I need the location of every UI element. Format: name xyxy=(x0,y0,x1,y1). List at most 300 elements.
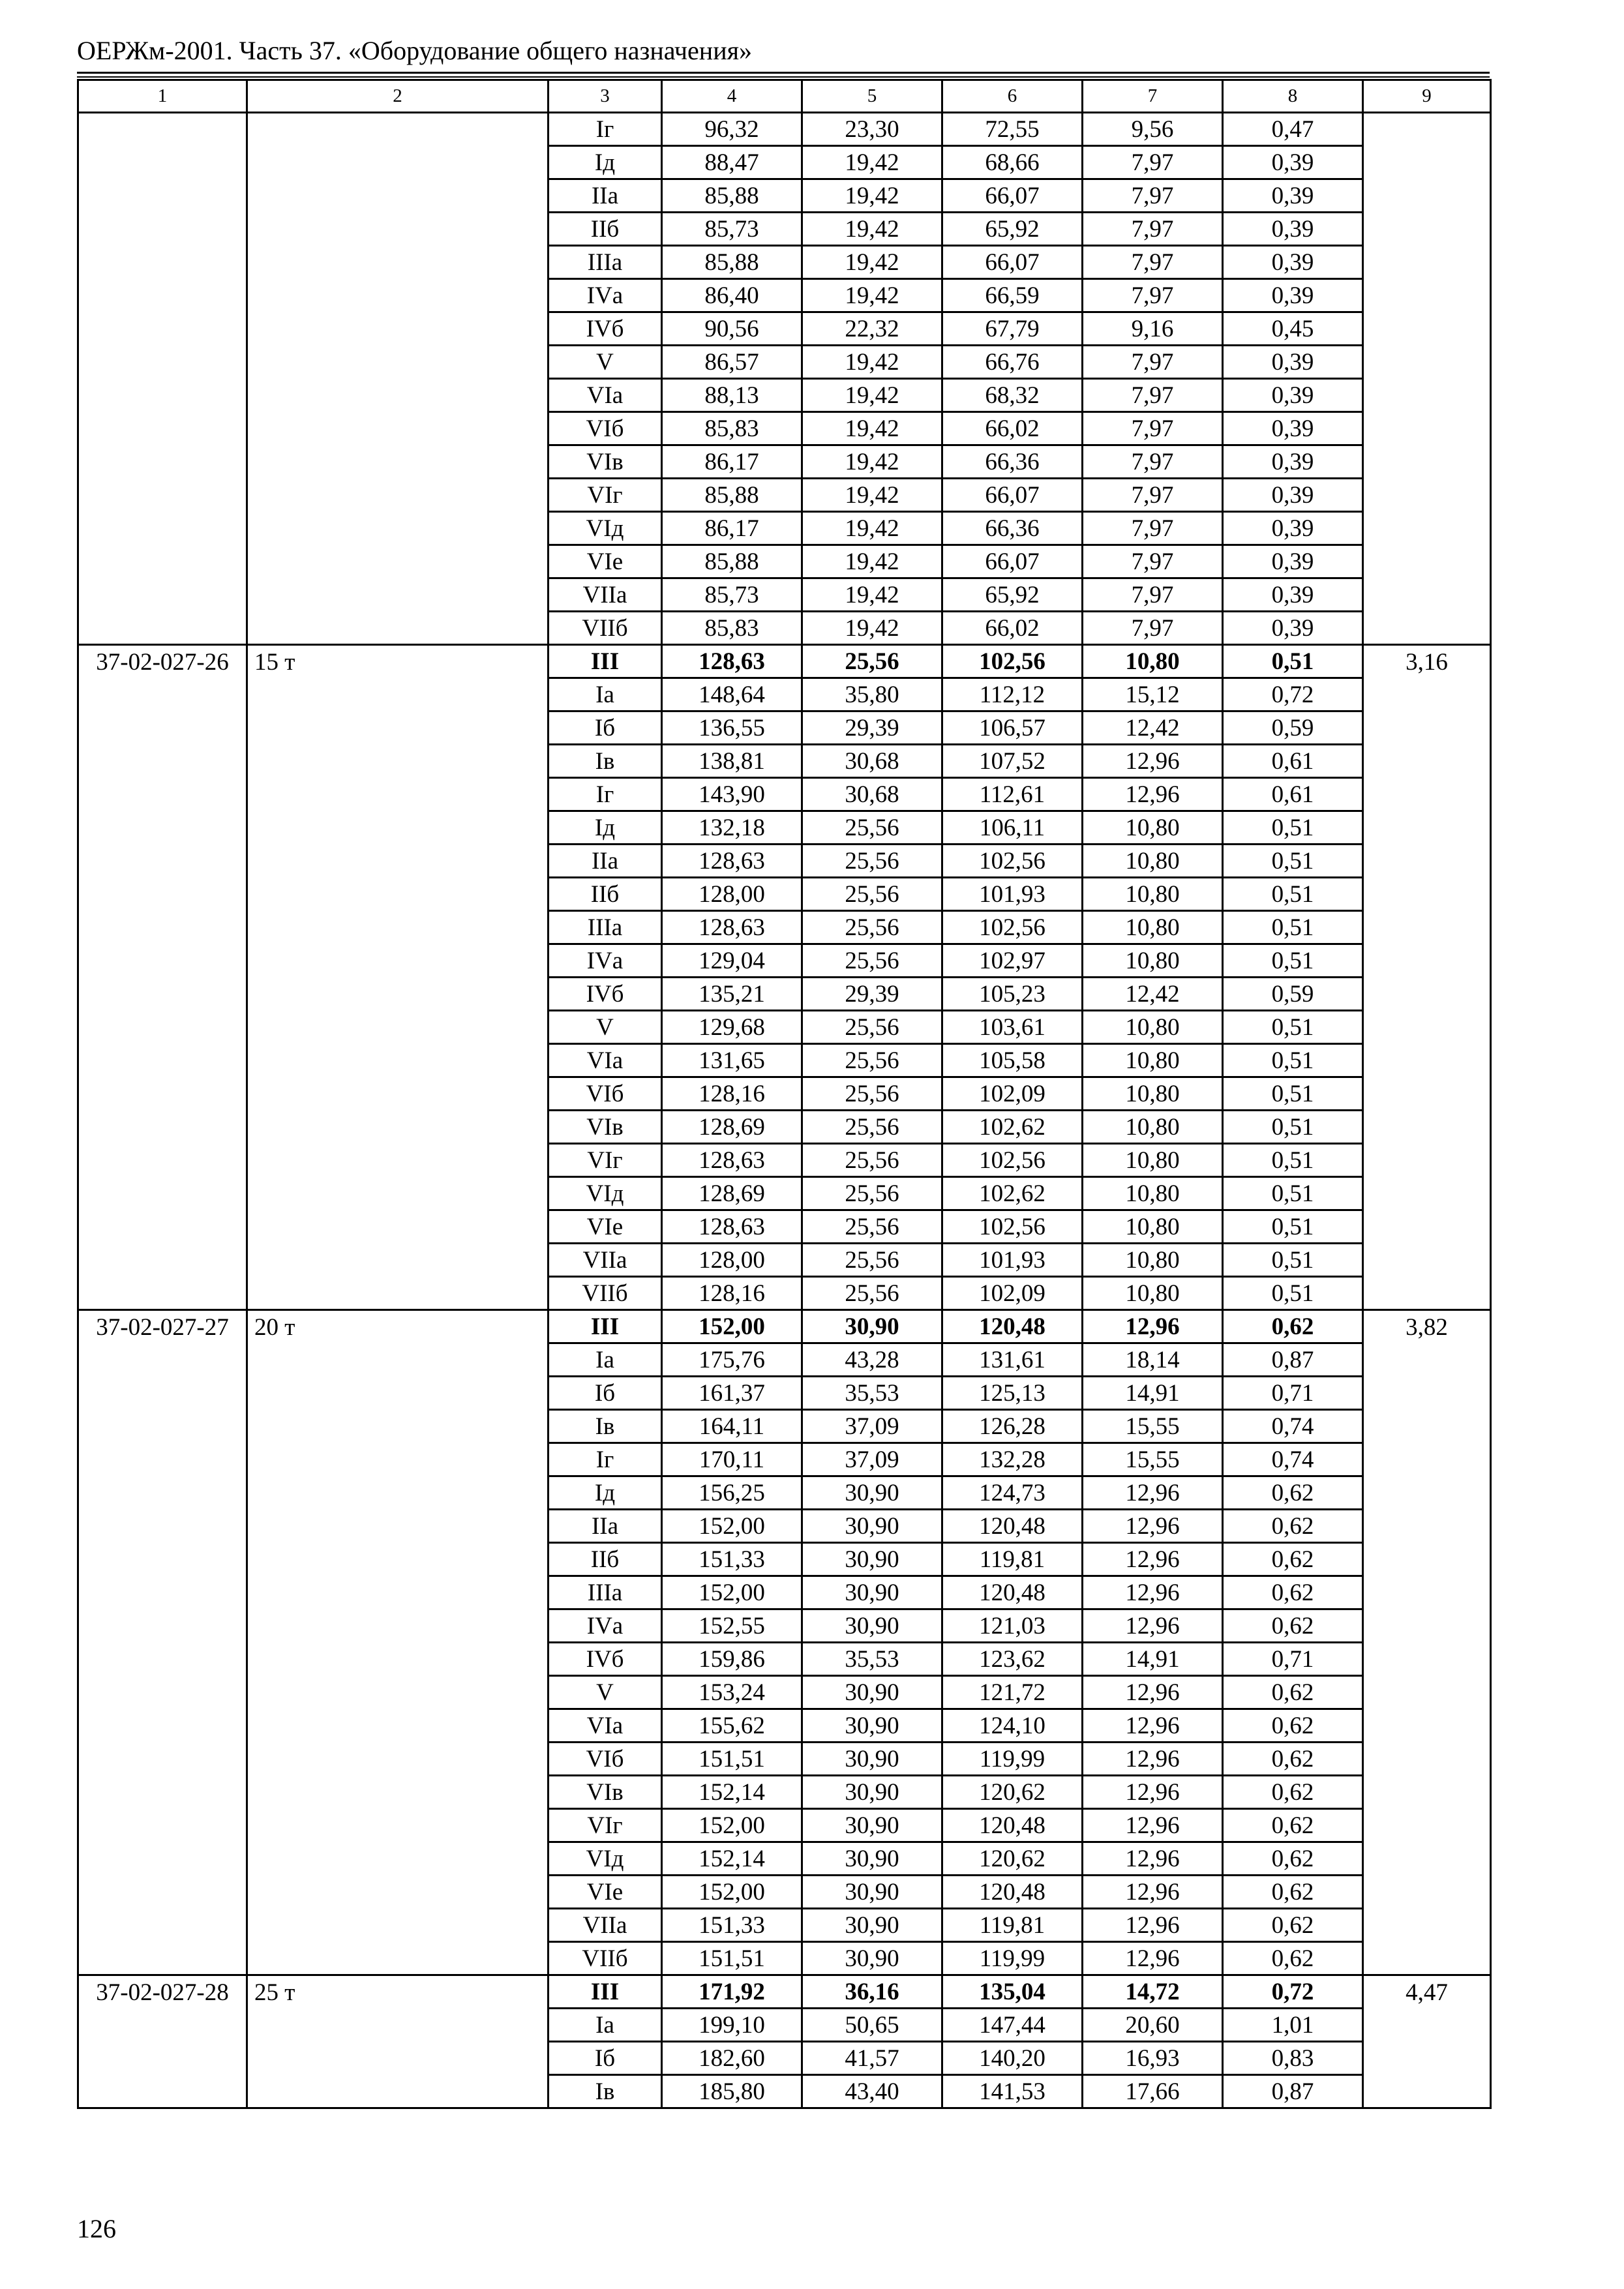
materials-cell: 0,71 xyxy=(1223,1377,1363,1410)
driver-wages-cell: 18,14 xyxy=(1083,1343,1223,1377)
wages-cell: 25,56 xyxy=(802,1011,942,1044)
machine-cost-cell: 103,61 xyxy=(942,1011,1083,1044)
zone-cell: IVа xyxy=(549,944,662,978)
zone-cell: Iа xyxy=(549,2009,662,2042)
machine-cost-cell: 132,28 xyxy=(942,1443,1083,1476)
wages-cell: 19,42 xyxy=(802,612,942,645)
total-cost-cell: 151,33 xyxy=(662,1543,802,1576)
materials-cell: 0,51 xyxy=(1223,845,1363,878)
total-cost-cell: 155,62 xyxy=(662,1709,802,1743)
total-cost-cell: 85,88 xyxy=(662,545,802,578)
page-number: 126 xyxy=(77,2214,116,2243)
total-cost-cell: 129,68 xyxy=(662,1011,802,1044)
driver-wages-cell: 7,97 xyxy=(1083,512,1223,545)
zone-cell: VIа xyxy=(549,1709,662,1743)
wages-cell: 25,56 xyxy=(802,911,942,944)
machine-cost-cell: 102,09 xyxy=(942,1277,1083,1310)
materials-cell: 0,51 xyxy=(1223,1277,1363,1310)
wages-cell: 25,56 xyxy=(802,1044,942,1077)
materials-cell: 0,62 xyxy=(1223,1709,1363,1743)
total-cost-cell: 175,76 xyxy=(662,1343,802,1377)
machine-cost-cell: 106,11 xyxy=(942,811,1083,845)
driver-wages-cell: 12,96 xyxy=(1083,778,1223,811)
machine-cost-cell: 120,48 xyxy=(942,1809,1083,1842)
wages-cell: 19,42 xyxy=(802,246,942,279)
total-cost-cell: 156,25 xyxy=(662,1476,802,1510)
zone-cell: V xyxy=(549,1676,662,1709)
machine-cost-cell: 125,13 xyxy=(942,1377,1083,1410)
machine-cost-cell: 102,62 xyxy=(942,1177,1083,1210)
driver-wages-cell: 10,80 xyxy=(1083,911,1223,944)
column-number: 4 xyxy=(662,80,802,113)
machine-cost-cell: 120,48 xyxy=(942,1510,1083,1543)
wages-cell: 50,65 xyxy=(802,2009,942,2042)
driver-wages-cell: 10,80 xyxy=(1083,1111,1223,1144)
total-cost-cell: 151,33 xyxy=(662,1909,802,1942)
machine-cost-cell: 101,93 xyxy=(942,1244,1083,1277)
driver-wages-cell: 7,97 xyxy=(1083,379,1223,412)
zone-cell: VIд xyxy=(549,512,662,545)
driver-wages-cell: 10,80 xyxy=(1083,944,1223,978)
materials-cell: 0,39 xyxy=(1223,612,1363,645)
machine-cost-cell: 141,53 xyxy=(942,2075,1083,2108)
materials-cell: 0,72 xyxy=(1223,1975,1363,2009)
driver-wages-cell: 15,12 xyxy=(1083,678,1223,711)
wages-cell: 30,90 xyxy=(802,1942,942,1975)
total-cost-cell: 199,10 xyxy=(662,2009,802,2042)
machine-cost-cell: 119,81 xyxy=(942,1543,1083,1576)
zone-cell: VIIб xyxy=(549,1277,662,1310)
total-cost-cell: 171,92 xyxy=(662,1975,802,2009)
machine-cost-cell: 102,97 xyxy=(942,944,1083,978)
wages-cell: 23,30 xyxy=(802,113,942,146)
materials-cell: 1,01 xyxy=(1223,2009,1363,2042)
rate-code-cell xyxy=(78,113,247,645)
total-cost-cell: 129,04 xyxy=(662,944,802,978)
materials-cell: 0,87 xyxy=(1223,1343,1363,1377)
zone-cell: Iд xyxy=(549,146,662,179)
driver-wages-cell: 14,72 xyxy=(1083,1975,1223,2009)
capacity-cell: 25 т xyxy=(247,1975,549,2108)
zone-cell: Iг xyxy=(549,1443,662,1476)
machine-cost-cell: 68,32 xyxy=(942,379,1083,412)
machine-cost-cell: 102,56 xyxy=(942,845,1083,878)
machine-cost-cell: 124,73 xyxy=(942,1476,1083,1510)
zone-cell: Iб xyxy=(549,2042,662,2075)
column-number: 3 xyxy=(549,80,662,113)
labor-cell: 3,16 xyxy=(1363,645,1491,1310)
total-cost-cell: 152,00 xyxy=(662,1876,802,1909)
wages-cell: 30,90 xyxy=(802,1543,942,1576)
total-cost-cell: 185,80 xyxy=(662,2075,802,2108)
zone-cell: IIа xyxy=(549,179,662,213)
machine-cost-cell: 102,56 xyxy=(942,911,1083,944)
machine-cost-cell: 102,56 xyxy=(942,1144,1083,1177)
column-number: 6 xyxy=(942,80,1083,113)
table-row xyxy=(78,1975,1491,2009)
materials-cell: 0,47 xyxy=(1223,113,1363,146)
zone-cell: V xyxy=(549,1011,662,1044)
total-cost-cell: 88,13 xyxy=(662,379,802,412)
wages-cell: 30,90 xyxy=(802,1576,942,1609)
driver-wages-cell: 10,80 xyxy=(1083,845,1223,878)
total-cost-cell: 159,86 xyxy=(662,1643,802,1676)
total-cost-cell: 138,81 xyxy=(662,745,802,778)
driver-wages-cell: 10,80 xyxy=(1083,1277,1223,1310)
wages-cell: 19,42 xyxy=(802,279,942,312)
total-cost-cell: 152,14 xyxy=(662,1842,802,1876)
materials-cell: 0,51 xyxy=(1223,1244,1363,1277)
total-cost-cell: 152,55 xyxy=(662,1609,802,1643)
total-cost-cell: 135,21 xyxy=(662,978,802,1011)
wages-cell: 41,57 xyxy=(802,2042,942,2075)
machine-cost-cell: 119,81 xyxy=(942,1909,1083,1942)
rates-table xyxy=(77,79,1492,2109)
wages-cell: 30,90 xyxy=(802,1676,942,1709)
column-number-row xyxy=(78,80,1491,113)
column-number: 9 xyxy=(1363,80,1491,113)
wages-cell: 35,80 xyxy=(802,678,942,711)
wages-cell: 35,53 xyxy=(802,1643,942,1676)
total-cost-cell: 131,65 xyxy=(662,1044,802,1077)
materials-cell: 0,74 xyxy=(1223,1410,1363,1443)
materials-cell: 0,51 xyxy=(1223,645,1363,678)
zone-cell: VIд xyxy=(549,1177,662,1210)
zone-cell: IIб xyxy=(549,213,662,246)
header-rule xyxy=(77,72,1490,74)
driver-wages-cell: 12,96 xyxy=(1083,1842,1223,1876)
wages-cell: 25,56 xyxy=(802,1077,942,1111)
zone-cell: IVа xyxy=(549,279,662,312)
wages-cell: 25,56 xyxy=(802,811,942,845)
machine-cost-cell: 66,36 xyxy=(942,512,1083,545)
wages-cell: 30,90 xyxy=(802,1809,942,1842)
driver-wages-cell: 12,96 xyxy=(1083,1709,1223,1743)
driver-wages-cell: 9,56 xyxy=(1083,113,1223,146)
capacity-cell xyxy=(247,113,549,645)
zone-cell: IIIа xyxy=(549,911,662,944)
driver-wages-cell: 7,97 xyxy=(1083,612,1223,645)
total-cost-cell: 128,00 xyxy=(662,878,802,911)
materials-cell: 0,51 xyxy=(1223,811,1363,845)
wages-cell: 19,42 xyxy=(802,379,942,412)
wages-cell: 36,16 xyxy=(802,1975,942,2009)
zone-cell: VIб xyxy=(549,1077,662,1111)
wages-cell: 19,42 xyxy=(802,179,942,213)
table-row xyxy=(78,113,1491,146)
wages-cell: 29,39 xyxy=(802,711,942,745)
wages-cell: 30,90 xyxy=(802,1510,942,1543)
wages-cell: 30,90 xyxy=(802,1776,942,1809)
machine-cost-cell: 66,36 xyxy=(942,445,1083,479)
materials-cell: 0,62 xyxy=(1223,1842,1363,1876)
materials-cell: 0,71 xyxy=(1223,1643,1363,1676)
driver-wages-cell: 12,96 xyxy=(1083,1743,1223,1776)
machine-cost-cell: 102,62 xyxy=(942,1111,1083,1144)
wages-cell: 22,32 xyxy=(802,312,942,346)
zone-cell: VIв xyxy=(549,1776,662,1809)
labor-cell: 3,82 xyxy=(1363,1310,1491,1975)
total-cost-cell: 128,16 xyxy=(662,1277,802,1310)
rate-code-cell: 37-02-027-26 xyxy=(78,645,247,1310)
total-cost-cell: 152,14 xyxy=(662,1776,802,1809)
zone-cell: VIе xyxy=(549,545,662,578)
wages-cell: 25,56 xyxy=(802,1144,942,1177)
total-cost-cell: 128,63 xyxy=(662,911,802,944)
driver-wages-cell: 10,80 xyxy=(1083,1210,1223,1244)
total-cost-cell: 85,83 xyxy=(662,612,802,645)
zone-cell: IIIа xyxy=(549,246,662,279)
driver-wages-cell: 7,97 xyxy=(1083,578,1223,612)
zone-cell: VIв xyxy=(549,445,662,479)
driver-wages-cell: 12,96 xyxy=(1083,1909,1223,1942)
driver-wages-cell: 17,66 xyxy=(1083,2075,1223,2108)
wages-cell: 25,56 xyxy=(802,845,942,878)
total-cost-cell: 151,51 xyxy=(662,1743,802,1776)
machine-cost-cell: 66,76 xyxy=(942,346,1083,379)
wages-cell: 35,53 xyxy=(802,1377,942,1410)
total-cost-cell: 128,63 xyxy=(662,1210,802,1244)
machine-cost-cell: 65,92 xyxy=(942,213,1083,246)
zone-cell: VIIа xyxy=(549,578,662,612)
materials-cell: 0,72 xyxy=(1223,678,1363,711)
zone-cell: Iа xyxy=(549,678,662,711)
wages-cell: 19,42 xyxy=(802,479,942,512)
zone-cell: Iб xyxy=(549,1377,662,1410)
materials-cell: 0,62 xyxy=(1223,1676,1363,1709)
zone-cell: VIб xyxy=(549,1743,662,1776)
wages-cell: 30,90 xyxy=(802,1709,942,1743)
driver-wages-cell: 7,97 xyxy=(1083,179,1223,213)
machine-cost-cell: 140,20 xyxy=(942,2042,1083,2075)
driver-wages-cell: 12,96 xyxy=(1083,1776,1223,1809)
zone-cell: Iг xyxy=(549,113,662,146)
driver-wages-cell: 12,96 xyxy=(1083,1609,1223,1643)
driver-wages-cell: 12,96 xyxy=(1083,1543,1223,1576)
zone-cell: IIа xyxy=(549,1510,662,1543)
total-cost-cell: 132,18 xyxy=(662,811,802,845)
total-cost-cell: 151,51 xyxy=(662,1942,802,1975)
zone-cell: VIIб xyxy=(549,612,662,645)
driver-wages-cell: 12,96 xyxy=(1083,1876,1223,1909)
wages-cell: 19,42 xyxy=(802,412,942,445)
materials-cell: 0,39 xyxy=(1223,512,1363,545)
zone-cell: V xyxy=(549,346,662,379)
materials-cell: 0,61 xyxy=(1223,778,1363,811)
zone-cell: VIа xyxy=(549,379,662,412)
driver-wages-cell: 7,97 xyxy=(1083,445,1223,479)
zone-cell: Iб xyxy=(549,711,662,745)
driver-wages-cell: 20,60 xyxy=(1083,2009,1223,2042)
machine-cost-cell: 121,03 xyxy=(942,1609,1083,1643)
machine-cost-cell: 68,66 xyxy=(942,146,1083,179)
materials-cell: 0,62 xyxy=(1223,1609,1363,1643)
wages-cell: 30,90 xyxy=(802,1909,942,1942)
wages-cell: 25,56 xyxy=(802,1244,942,1277)
zone-cell: Iв xyxy=(549,745,662,778)
driver-wages-cell: 12,96 xyxy=(1083,1942,1223,1975)
driver-wages-cell: 7,97 xyxy=(1083,412,1223,445)
materials-cell: 0,62 xyxy=(1223,1776,1363,1809)
wages-cell: 25,56 xyxy=(802,645,942,678)
driver-wages-cell: 10,80 xyxy=(1083,1077,1223,1111)
wages-cell: 29,39 xyxy=(802,978,942,1011)
driver-wages-cell: 7,97 xyxy=(1083,479,1223,512)
machine-cost-cell: 107,52 xyxy=(942,745,1083,778)
zone-cell: VIд xyxy=(549,1842,662,1876)
total-cost-cell: 88,47 xyxy=(662,146,802,179)
machine-cost-cell: 102,09 xyxy=(942,1077,1083,1111)
total-cost-cell: 161,37 xyxy=(662,1377,802,1410)
materials-cell: 0,39 xyxy=(1223,479,1363,512)
driver-wages-cell: 12,96 xyxy=(1083,1510,1223,1543)
machine-cost-cell: 126,28 xyxy=(942,1410,1083,1443)
wages-cell: 30,90 xyxy=(802,1876,942,1909)
materials-cell: 0,39 xyxy=(1223,346,1363,379)
wages-cell: 19,42 xyxy=(802,213,942,246)
total-cost-cell: 152,00 xyxy=(662,1310,802,1343)
total-cost-cell: 86,40 xyxy=(662,279,802,312)
driver-wages-cell: 12,96 xyxy=(1083,1476,1223,1510)
total-cost-cell: 182,60 xyxy=(662,2042,802,2075)
driver-wages-cell: 12,96 xyxy=(1083,1676,1223,1709)
total-cost-cell: 85,73 xyxy=(662,213,802,246)
zone-cell: IIа xyxy=(549,845,662,878)
machine-cost-cell: 67,79 xyxy=(942,312,1083,346)
zone-cell: Iд xyxy=(549,1476,662,1510)
materials-cell: 0,51 xyxy=(1223,911,1363,944)
materials-cell: 0,74 xyxy=(1223,1443,1363,1476)
table-row xyxy=(78,1310,1491,1343)
zone-cell: VIг xyxy=(549,1144,662,1177)
zone-cell: IVб xyxy=(549,312,662,346)
materials-cell: 0,51 xyxy=(1223,1044,1363,1077)
zone-cell: Iд xyxy=(549,811,662,845)
machine-cost-cell: 121,72 xyxy=(942,1676,1083,1709)
capacity-cell: 20 т xyxy=(247,1310,549,1975)
driver-wages-cell: 10,80 xyxy=(1083,645,1223,678)
wages-cell: 25,56 xyxy=(802,944,942,978)
driver-wages-cell: 12,96 xyxy=(1083,1576,1223,1609)
driver-wages-cell: 15,55 xyxy=(1083,1443,1223,1476)
driver-wages-cell: 14,91 xyxy=(1083,1377,1223,1410)
labor-cell: 4,47 xyxy=(1363,1975,1491,2108)
machine-cost-cell: 131,61 xyxy=(942,1343,1083,1377)
wages-cell: 25,56 xyxy=(802,1177,942,1210)
materials-cell: 0,39 xyxy=(1223,445,1363,479)
total-cost-cell: 86,17 xyxy=(662,512,802,545)
materials-cell: 0,59 xyxy=(1223,978,1363,1011)
materials-cell: 0,62 xyxy=(1223,1809,1363,1842)
total-cost-cell: 152,00 xyxy=(662,1576,802,1609)
driver-wages-cell: 7,97 xyxy=(1083,279,1223,312)
driver-wages-cell: 12,96 xyxy=(1083,1809,1223,1842)
driver-wages-cell: 10,80 xyxy=(1083,1244,1223,1277)
machine-cost-cell: 102,56 xyxy=(942,645,1083,678)
wages-cell: 19,42 xyxy=(802,578,942,612)
machine-cost-cell: 123,62 xyxy=(942,1643,1083,1676)
driver-wages-cell: 12,96 xyxy=(1083,1310,1223,1343)
zone-cell: VIг xyxy=(549,1809,662,1842)
wages-cell: 37,09 xyxy=(802,1410,942,1443)
materials-cell: 0,39 xyxy=(1223,379,1363,412)
machine-cost-cell: 66,07 xyxy=(942,545,1083,578)
wages-cell: 19,42 xyxy=(802,512,942,545)
rate-code-cell: 37-02-027-27 xyxy=(78,1310,247,1975)
wages-cell: 37,09 xyxy=(802,1443,942,1476)
machine-cost-cell: 135,04 xyxy=(942,1975,1083,2009)
materials-cell: 0,39 xyxy=(1223,279,1363,312)
driver-wages-cell: 10,80 xyxy=(1083,811,1223,845)
total-cost-cell: 128,69 xyxy=(662,1111,802,1144)
total-cost-cell: 128,00 xyxy=(662,1244,802,1277)
machine-cost-cell: 65,92 xyxy=(942,578,1083,612)
machine-cost-cell: 105,23 xyxy=(942,978,1083,1011)
zone-cell: VIг xyxy=(549,479,662,512)
materials-cell: 0,51 xyxy=(1223,1177,1363,1210)
driver-wages-cell: 16,93 xyxy=(1083,2042,1223,2075)
materials-cell: 0,39 xyxy=(1223,179,1363,213)
driver-wages-cell: 10,80 xyxy=(1083,1144,1223,1177)
machine-cost-cell: 120,48 xyxy=(942,1876,1083,1909)
wages-cell: 19,42 xyxy=(802,146,942,179)
materials-cell: 0,83 xyxy=(1223,2042,1363,2075)
total-cost-cell: 128,63 xyxy=(662,645,802,678)
wages-cell: 25,56 xyxy=(802,1210,942,1244)
zone-cell: VIв xyxy=(549,1111,662,1144)
machine-cost-cell: 120,62 xyxy=(942,1842,1083,1876)
wages-cell: 43,28 xyxy=(802,1343,942,1377)
driver-wages-cell: 12,42 xyxy=(1083,711,1223,745)
machine-cost-cell: 72,55 xyxy=(942,113,1083,146)
wages-cell: 30,90 xyxy=(802,1609,942,1643)
wages-cell: 25,56 xyxy=(802,1277,942,1310)
machine-cost-cell: 101,93 xyxy=(942,878,1083,911)
materials-cell: 0,51 xyxy=(1223,1210,1363,1244)
materials-cell: 0,62 xyxy=(1223,1876,1363,1909)
wages-cell: 30,90 xyxy=(802,1743,942,1776)
total-cost-cell: 170,11 xyxy=(662,1443,802,1476)
driver-wages-cell: 10,80 xyxy=(1083,1044,1223,1077)
machine-cost-cell: 66,07 xyxy=(942,179,1083,213)
total-cost-cell: 136,55 xyxy=(662,711,802,745)
zone-cell: Iв xyxy=(549,1410,662,1443)
machine-cost-cell: 112,61 xyxy=(942,778,1083,811)
driver-wages-cell: 7,97 xyxy=(1083,246,1223,279)
machine-cost-cell: 112,12 xyxy=(942,678,1083,711)
machine-cost-cell: 66,02 xyxy=(942,412,1083,445)
column-number: 1 xyxy=(78,80,247,113)
zone-cell: III xyxy=(549,1310,662,1343)
machine-cost-cell: 120,62 xyxy=(942,1776,1083,1809)
materials-cell: 0,87 xyxy=(1223,2075,1363,2108)
wages-cell: 19,42 xyxy=(802,545,942,578)
zone-cell: Iг xyxy=(549,778,662,811)
materials-cell: 0,45 xyxy=(1223,312,1363,346)
zone-cell: VIIа xyxy=(549,1244,662,1277)
materials-cell: 0,51 xyxy=(1223,1144,1363,1177)
materials-cell: 0,61 xyxy=(1223,745,1363,778)
materials-cell: 0,62 xyxy=(1223,1543,1363,1576)
driver-wages-cell: 15,55 xyxy=(1083,1410,1223,1443)
materials-cell: 0,39 xyxy=(1223,545,1363,578)
zone-cell: IVа xyxy=(549,1609,662,1643)
column-number: 7 xyxy=(1083,80,1223,113)
zone-cell: IVб xyxy=(549,978,662,1011)
materials-cell: 0,62 xyxy=(1223,1576,1363,1609)
zone-cell: IIб xyxy=(549,1543,662,1576)
materials-cell: 0,62 xyxy=(1223,1476,1363,1510)
